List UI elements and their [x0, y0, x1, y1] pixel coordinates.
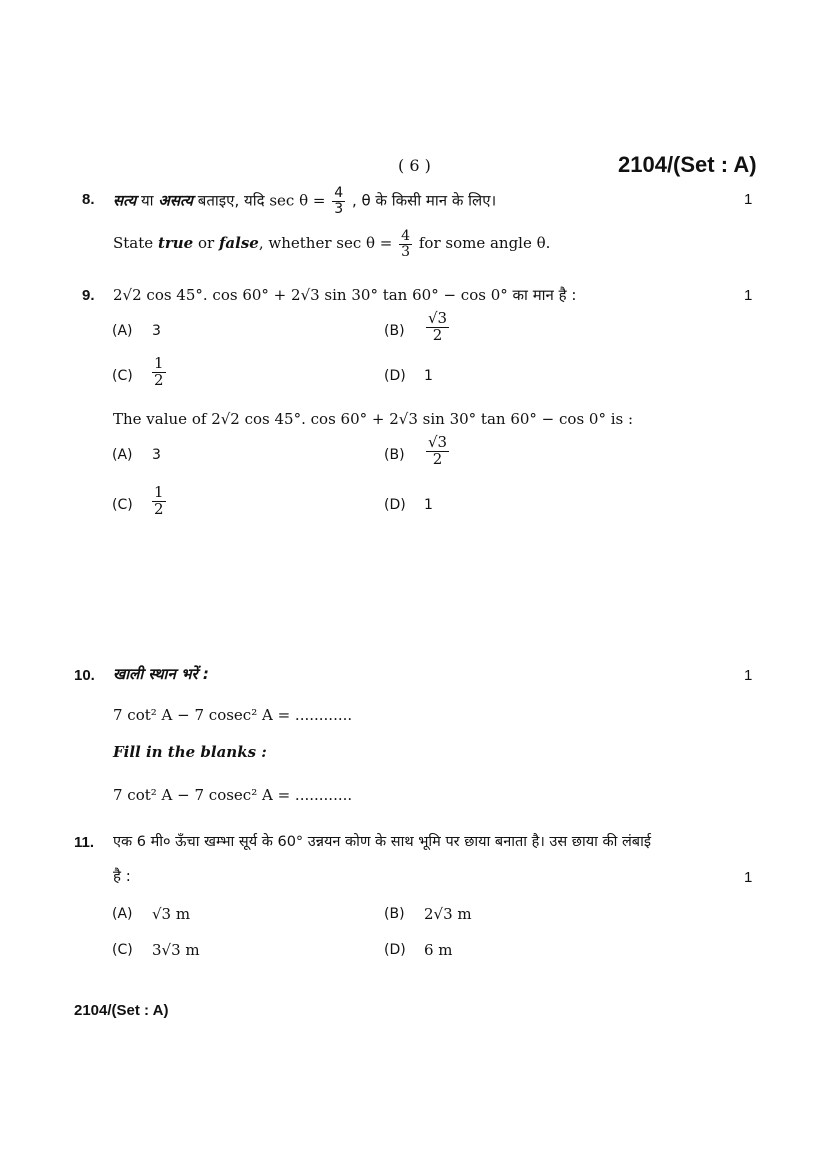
q8-frac-num: 4: [334, 185, 344, 201]
q11-opt-c: 3√3 m: [152, 941, 200, 959]
q9-en-opt-a: 3: [152, 447, 161, 463]
q9-en-opt-c: [150, 485, 168, 518]
q9-en-opt-b-num: √3: [428, 433, 448, 451]
q11-opt-b-label: (B): [384, 906, 405, 922]
q9-opt-b-label: (B): [384, 323, 405, 339]
q9-opt-a: 3: [152, 323, 161, 339]
q8-marks: 1: [744, 191, 753, 208]
q8-hindi-rest1: बताइए, यदि: [197, 191, 265, 210]
q11-number: 11.: [74, 834, 95, 851]
q10-number: 10.: [74, 667, 95, 684]
q8-en-whether: , whether sec θ =: [258, 234, 393, 253]
q8-en-frac-num: 4: [401, 228, 411, 244]
q9-number: 9.: [82, 287, 95, 304]
q9-en-opt-a-label: (A): [112, 447, 133, 463]
q9-en-opt-b-label: (B): [384, 447, 405, 463]
q8-hindi-true: सत्य: [113, 191, 137, 210]
q10-english-title: Fill in the blanks :: [113, 743, 267, 761]
q11-opt-c-label: (C): [112, 942, 133, 958]
q9-opt-d-label: (D): [384, 368, 406, 384]
q9-en-opt-b: [424, 435, 451, 468]
q9-marks: 1: [744, 287, 753, 304]
q8-en-false: false: [218, 234, 259, 253]
q9-opt-c-den: 2: [154, 370, 164, 389]
q8-hindi-rest2: , θ के किसी मान के लिए।: [351, 191, 497, 210]
q9-en-opt-c-label: (C): [112, 497, 133, 513]
set-code-header: 2104/(Set : A): [618, 152, 757, 177]
q9-expression: 2√2 cos 45°. cos 60° + 2√3 sin 30° tan 60° − cos 0°: [113, 286, 508, 304]
q9-opt-c-label: (C): [112, 368, 133, 384]
q9-en-prefix: The value of: [113, 410, 207, 428]
q10-en-expression: 7 cot² A − 7 cosec² A = ............: [113, 786, 353, 804]
set-code-footer: 2104/(Set : A): [74, 1002, 169, 1019]
q9-en-expression: 2√2 cos 45°. cos 60° + 2√3 sin 30° tan 60° − cos 0°: [211, 410, 606, 428]
q11-opt-d: 6 m: [424, 941, 453, 959]
q9-hindi-tail: का मान है :: [512, 286, 577, 304]
q8-fraction: [332, 186, 345, 216]
q9-opt-c-num: 1: [154, 354, 164, 372]
q9-hindi-line: [113, 285, 576, 305]
q10-hindi-title: खाली स्थान भरें :: [113, 665, 209, 683]
q11-opt-b: 2√3 m: [424, 905, 472, 923]
q11-opt-a: √3 m: [152, 905, 191, 923]
q9-opt-b-den: 2: [432, 325, 443, 344]
q9-opt-b: [424, 311, 451, 344]
q9-en-opt-d: 1: [424, 497, 433, 513]
q8-hindi-or: या: [140, 191, 154, 210]
q11-marks: 1: [744, 869, 753, 886]
q9-opt-b-num: √3: [428, 309, 448, 327]
q10-expression: 7 cot² A − 7 cosec² A = ............: [113, 706, 353, 724]
q9-english-line: [113, 410, 633, 428]
q11-hindi-line2: है :: [113, 867, 131, 885]
q8-en-state: State: [113, 234, 154, 253]
q10-marks: 1: [744, 667, 753, 684]
page-number: ( 6 ): [398, 156, 431, 175]
q9-en-opt-d-label: (D): [384, 497, 406, 513]
q9-opt-c: [150, 356, 168, 389]
q8-hindi-false: असत्य: [158, 191, 194, 210]
q8-hindi-line: [113, 186, 496, 216]
q9-opt-a-label: (A): [112, 323, 133, 339]
q11-hindi-line1: एक 6 मी० ऊँचा खम्भा सूर्य के 60° उन्नयन कोण के साथ भूमि पर छाया बनाता है। उस छाया की लंबाई: [113, 834, 651, 850]
q8-frac-den: 3: [334, 200, 344, 217]
q9-en-opt-c-num: 1: [154, 483, 164, 501]
q8-en-or: or: [198, 234, 215, 253]
q8-sec-theta: sec θ =: [269, 191, 326, 210]
q8-en-rest: for some angle θ.: [418, 234, 551, 253]
q9-opt-d: 1: [424, 368, 433, 384]
q9-en-opt-c-den: 2: [154, 499, 164, 518]
q11-opt-d-label: (D): [384, 942, 406, 958]
q9-en-opt-b-den: 2: [432, 449, 443, 468]
q8-en-fraction: [399, 229, 412, 259]
q11-opt-a-label: (A): [112, 906, 133, 922]
q8-english-line: [113, 229, 550, 259]
q8-en-frac-den: 3: [401, 243, 411, 260]
q8-en-true: true: [157, 234, 194, 253]
q8-number: 8.: [82, 191, 95, 208]
q9-en-tail: is :: [610, 410, 634, 428]
